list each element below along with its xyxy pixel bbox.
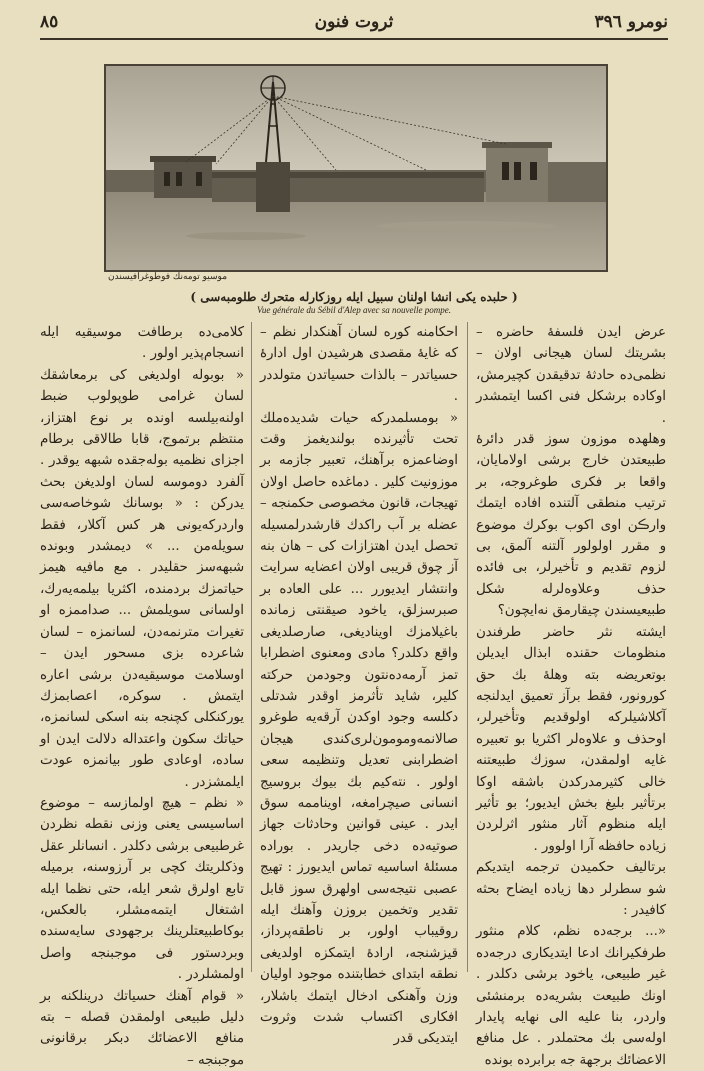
column-divider xyxy=(467,322,468,972)
figure-caption-turkish: ( حلبده يكى انشا اولنان سبيل ايله روزكارله متحرك طلومبه‌سى ) xyxy=(190,290,518,304)
text-column-left xyxy=(40,322,244,1068)
column-divider xyxy=(251,322,252,972)
text-column-right xyxy=(476,322,666,1068)
paragraph: « بوبوله اولديغى كى برمعاشقك لسان غرامى طوپولوب ضبط اولنه‌بيلسه اونده بر نوع اهتزاز، منتظم برتموج، قابا طالاقى برطام اجزاى نظميه بوله‌جقده شبهه يوقدر . آلفرد دوموسه لسان اولديغن بحث يدركن : « بوسانك شوخاصه‌سى واردركه‌يونى هر كس آكلار، فقط سويله‌من ... » ديمشدر وبونده شبهه‌سز حقليدر . مع مافيه هيمز حياتمزك بردمنده، اكثريا بيلمه‌يه‌رك، اولسانى سويلمش ... صداممزه او تغيرات مترنمه‌دن، لسانمزه – لسان شاعرده بزى مسحور ايدن – اوسلامت موسيقيه‌دن برشى اعاره ايتمش . سوكره، اعصابمزك يوركنكلى كچنجه بنه اسكى لسانمزه، حياتك سكون واعتداله دلالت ايدن او ساده، اوعادى طور بيانمزه عودت ايلمشزدر . xyxy=(40,367,244,790)
header-rule xyxy=(40,38,668,40)
paragraph: «... برجه‌ده نظم، كلام منثور طرفكيرانك ادعا ايتديكارى درجه‌ده غير طبيعى، ياخود برشى دكلدر . اونك طبيعت بشريه‌ده برمنشئى واردر، بنا علیه الى نهايه پايدار اوله‌سى بك محتملدر . عل منافع الاعضائك برجهة جه برابرده بونده xyxy=(476,924,666,1068)
photo-credit: موسيو تومه‌نك فوطوغرافيسندن xyxy=(108,272,228,282)
paragraph: ايشته نثر حاضر طرفندن منظومات حقنده ابذال ايديلن بوتعريضه بته وهلهٔ بك حق كورونور، فقط برآز تعميق ايدلنجه آكلاشيلركه اولوقديم وتأخيرلر، اوحذف و علاوه‌لر اكثريا بو تعبيره غايه اولمقدن، سوزك طبيعتنه خالى كثيرمدركدن باشقه اوكا برتأثير بليغ بخش ايديور؛ بو تأثير ايله منظوم آثار منثور اثرلردن زياده حافظه آرا اولوور . xyxy=(476,624,666,854)
figure-caption-french: Vue générale du Sébil d'Alep avec sa nouvelle pompe. xyxy=(257,305,451,315)
paragraph: « نظم – هيچ اولمازسه – موضوع اساسيسى يعنى وزنى نقطه نظردن غرطبيعى برشى دكلدر . انسانلر عقل وذكلريتك كچى بر آرزوسنه، برميله تابع اولرق شعر ايله، حتى نظما ايله اشتغال ايتمه‌مشلر، بالعكس، بوكاطبيعتلرينك برجهودى سايه‌سنده وبردستور فى موجبنجه واصل اولمشلردر . xyxy=(40,795,244,983)
paragraph: احكامنه كوره لسان آهنكدار نظم – كه غايهٔ مقصدى هرشيدن اول ادارهٔ حسياتدر – بالذات حسياتدن متولددر . xyxy=(260,325,458,405)
paragraph: وهلهده موزون سوز قدر دائرهٔ طبيعتدن خارج برشى اولامايان، واقعا بر فكرى طوغروجه، بر ترتيب منطقى آلتنده افاده ايتمك وارڪن اوى اكوب بوكرك موضوع و مقرر اولولور آلتنه آلمق، بى لزوم تقديم و تأخيرلر، بى فائده حذف وعلاوه‌لرله شكل طبيعيسندن چيقارمق نه‌ايچون؟ xyxy=(476,432,666,619)
page-number: ٨٥ xyxy=(40,12,59,32)
paragraph: عرض ايدن فلسفهٔ حاضره – بشريتك لسان هيجانى اولان – نظمى‌ده حادثهٔ تدقيقدن كچيرمش، اوكاده برشكل فنى اكسا ايتمشدر . xyxy=(476,325,666,426)
journal-title: ثروت فنون xyxy=(314,12,394,32)
text-column-middle xyxy=(260,322,458,1047)
sebil-photograph xyxy=(104,64,608,272)
page-header xyxy=(40,10,668,40)
paragraph: « بومسلمدركه حيات شديده‌ملك تحت تأثيرنده بولنديغمز وقت اوضاعمزه برآهنك، تعبير جازمه بر موزونيت كلير . دماغده حاصل اولان تهيجات، قانون مخصوصى حكمنجه – عضله بر آب راكدك قارشدرلمسيله تحصل ايدن اهتزازات كى – هان بنه آز چوق قريبى اولان اعضايه سرايت وانتشار ايديورر ... علی العاده بر صبرسزلق، ياخود صيقنتى زمانده باغيلامزك اويناديغى، صارصلديغى واقع دكلدر؟ مادى ومعنوى اضطرابا تمز آرمه‌ده‌نتون وجودمن حركته كلير، شايد تأثرمز اوقدر شدتلى دكلسه وجود اوكدن آرقه‌يه طوغرو صالانمه‌ومومون‌لرى‌كندى هيجان اضطرابنى تعديل وتنظيمه سعى اولور . نته‌كيم بك بيوك بروسيج انسانى صيچرامغه، اويناممه سوق ايدر . عينى قوانين وحادثات جهاز صوتيه‌ده دخى جاريدر . بوراده مسئلهٔ اساسيه تماس ايديورز : تهيج عصبى نتيجه‌سى اولهرق سوز قابل تقدير وتخمين بروزن وآهنك ايله روقيباب اولور، بر ناطقه‌پرداز، قيزشنجه، ارادهٔ ايتمكزه اولديغى نطقه ابتداى خطابتنده موجود اوليان وزن وآهنكى ادخال ايتمك باشلار، افكارى اكتساب شدت وثروت ايتديكى قدر xyxy=(260,410,458,1047)
paragraph: « قوام آهنك حسياتك درينلكنه بر دليل طبيعى اولمقدن قصله – بته منافع الاعضائك دبكر برقانونى موجبنجه – xyxy=(40,988,244,1068)
photo-illustration xyxy=(106,66,606,270)
paragraph: برتاليف حكميدن ترجمه ايتديكم شو سطرلر دها زياده ايضاح بحثه كافيدر : xyxy=(476,860,666,918)
paragraph: كلامى‌ده برطافت موسيقيه ايله انسجام‌پذير اولور . xyxy=(40,325,244,362)
issue-number: نومرو ٣٩٦ xyxy=(594,12,668,32)
